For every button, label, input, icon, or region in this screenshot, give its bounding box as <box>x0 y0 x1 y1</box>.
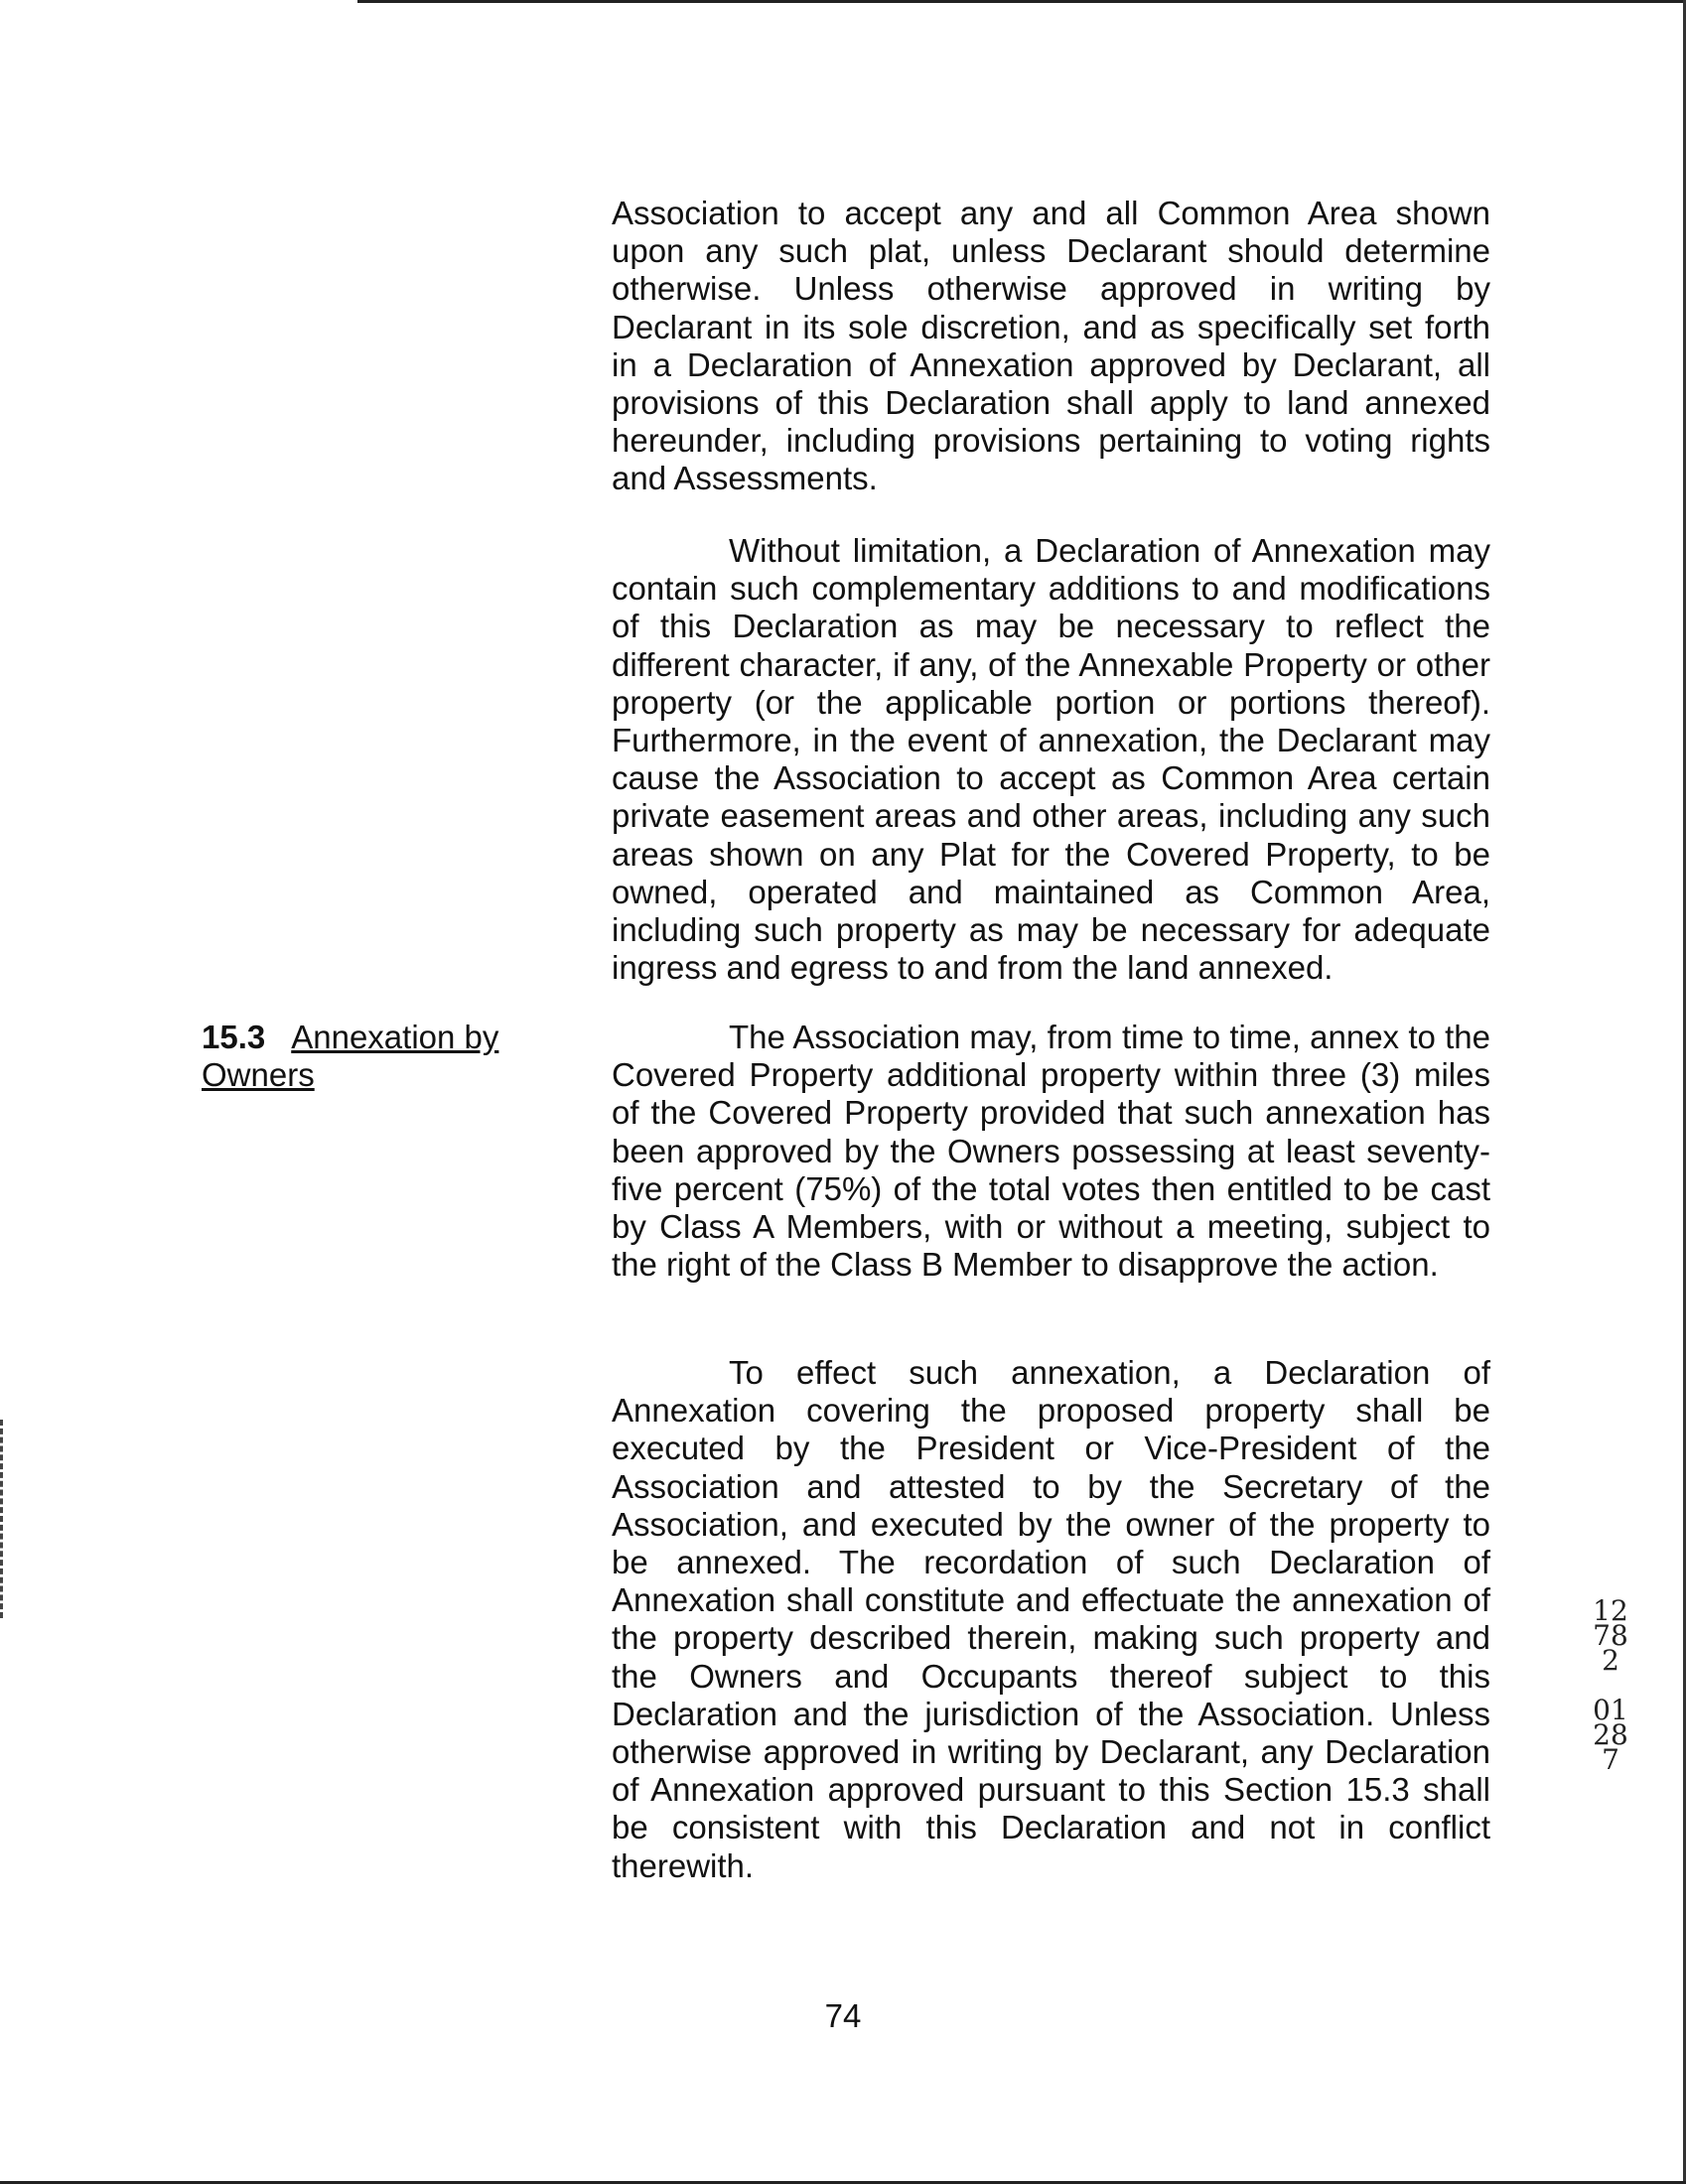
paragraph-annexation-by-owners: The Association may, from time to time, annex to the Covered Property additional property within three (3) miles of the Covered Property provided that such annexation has been approved by the Owners possessing at least seventy-five percent (75%) of the total votes then entitled to be cast by Class A Members, with or without a meeting, subject to the right of the Class B Member to disapprove the action. <box>612 1019 1490 1284</box>
paragraph-continuation: Association to accept any and all Common Area shown upon any such plat, unless Declarant should determine otherwise. Unless otherwise approved in writing by Declarant in its sole discretion, and as specifically set forth in a Declaration of Annexation approved by Declarant, all provisions of this Declaration shall apply to land annexed hereunder, including provisions pertaining to voting rights and Assessments. <box>612 195 1490 497</box>
stamp-number-group-1: 12782 <box>1593 1594 1628 1677</box>
page-number: 74 <box>824 1997 862 2034</box>
paragraph-effect-annexation: To effect such annexation, a Declaration of Annexation covering the proposed property shall be executed by the President or Vice-President of the Association and attested to by the Secretary of the Association, and executed by the owner of the property to be annexed. The recordation of such Declaration of Annexation shall constitute and effectuate the annexation of the property described therein, making such property and the Owners and Occupants thereof subject to this Declaration and the jurisdiction of the Association. Unless otherwise approved in writing by Declarant, any Declaration of Annexation approved pursuant to this Section 15.3 shall be consistent with this Declaration and not in conflict therewith. <box>612 1354 1490 1884</box>
section-number: 15.3 <box>202 1019 266 1055</box>
left-edge-scan-marks <box>0 1420 6 1618</box>
margin-recording-stamp <box>1591 1594 1630 1776</box>
paragraph-declaration-contents: Without limitation, a Declaration of Annexation may contain such complementary additions to and modifications of this Declaration as may be necessary to reflect the different character, if any, of the Annexable Property or other property (or the applicable portion or portions thereof). Furthermore, in the event of annexation, the Declarant may cause the Association to accept as Common Area certain private easement areas and other areas, including any such areas shown on any Plat for the Covered Property, to be owned, operated and maintained as Common Area, including such property as may be necessary for adequate ingress and egress to and from the land annexed. <box>612 532 1490 987</box>
top-border-line <box>357 0 1686 3</box>
section-heading <box>202 1019 539 1094</box>
stamp-number-group-2: 01287 <box>1593 1694 1628 1776</box>
section-title: Annexation by Owners <box>202 1019 499 1094</box>
